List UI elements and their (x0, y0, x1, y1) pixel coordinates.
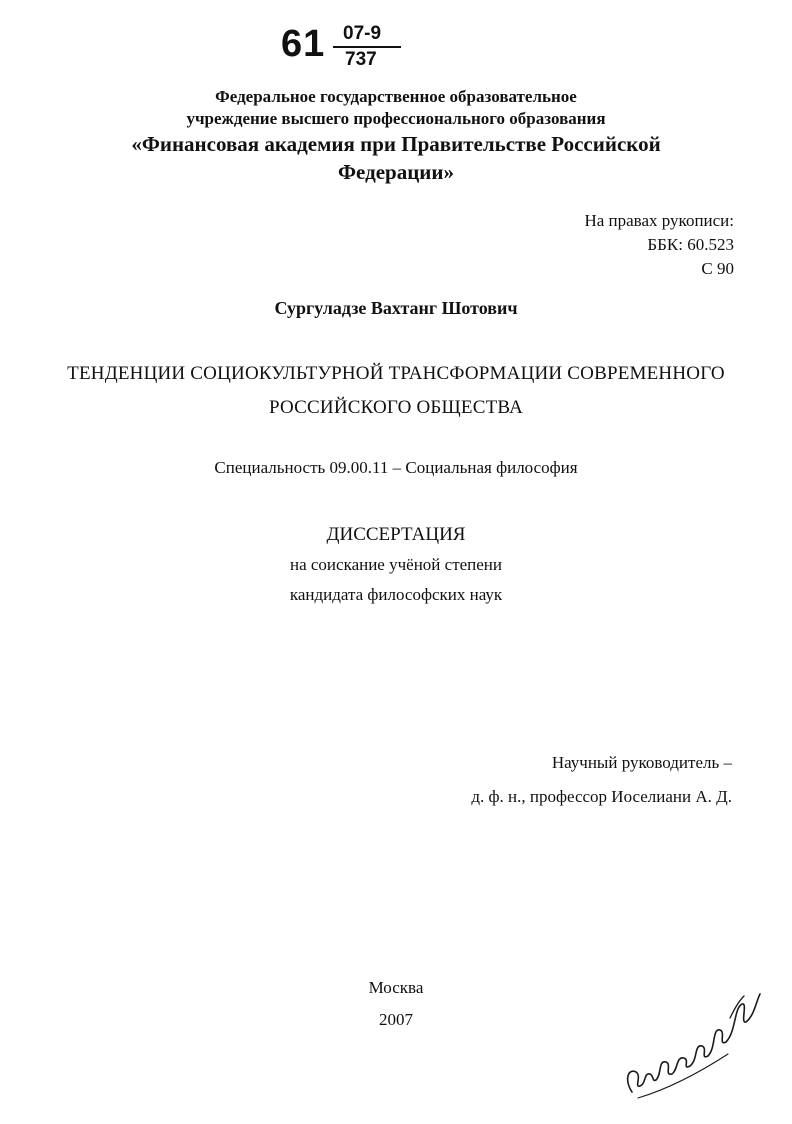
degree-line-2: кандидата философских наук (289, 585, 503, 604)
bbk-code: ББК: 60.523 (647, 235, 734, 254)
signature-icon (618, 988, 768, 1103)
stamp-numerator: 07-9 (343, 23, 382, 44)
thesis-title-line-2: РОССИЙСКОГО ОБЩЕСТВА (269, 397, 523, 418)
city: Москва (368, 978, 424, 997)
supervisor-name: д. ф. н., профессор Иоселиани А. Д. (471, 787, 732, 806)
thesis-title (0, 357, 792, 425)
document-type: ДИССЕРТАЦИЯ (326, 524, 466, 545)
degree-line-1: на соискание учёной степени (289, 555, 503, 574)
institution-header (0, 86, 792, 186)
manuscript-info (584, 209, 734, 281)
author-code: С 90 (701, 259, 734, 278)
author-name: Сургуладзе Вахтанг Шотович (274, 298, 518, 318)
supervisor-label: Научный руководитель – (551, 753, 732, 772)
institution-line-1: Федеральное государственное образовательное (215, 87, 577, 106)
institution-line-3: «Финансовая академия при Правительстве Российской (131, 132, 661, 156)
specialty: Специальность 09.00.11 – Социальная философия (214, 458, 578, 477)
stamp-main-number: 61 (281, 23, 326, 65)
institution-line-4: Федерации» (337, 160, 454, 184)
manuscript-rights: На правах рукописи: (584, 211, 734, 230)
institution-line-2: учреждение высшего профессионального образования (186, 109, 606, 128)
stamp-fraction-line (333, 46, 401, 48)
degree-block (0, 520, 792, 610)
stamp-denominator: 737 (345, 49, 377, 70)
thesis-title-line-1: ТЕНДЕНЦИИ СОЦИОКУЛЬТУРНОЙ ТРАНСФОРМАЦИИ СОВРЕМЕННОГО (67, 363, 725, 384)
catalog-stamp (281, 24, 406, 74)
supervisor-block (471, 746, 732, 814)
year: 2007 (379, 1010, 413, 1029)
